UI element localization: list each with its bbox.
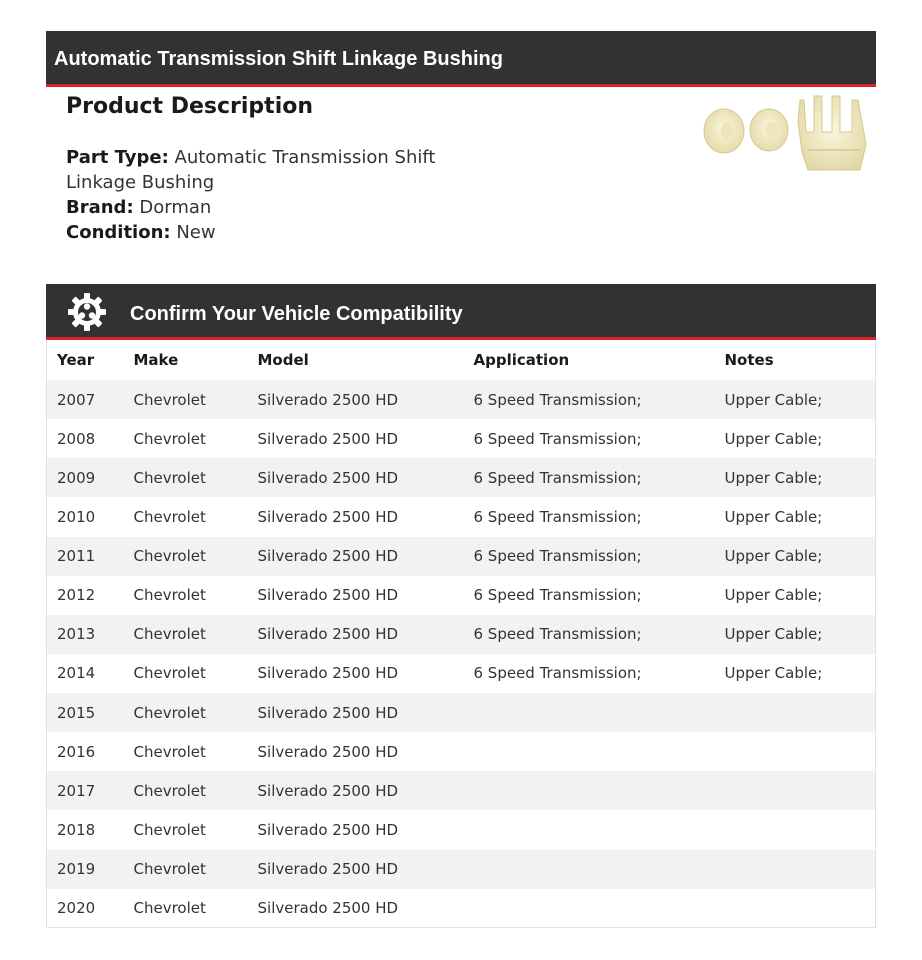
cell-year: 2018 (47, 810, 124, 849)
cell-notes (715, 771, 876, 810)
cell-make: Chevrolet (124, 497, 248, 536)
column-header-notes: Notes (715, 340, 876, 380)
product-title: Automatic Transmission Shift Linkage Bushing (54, 48, 503, 70)
table-row (47, 419, 876, 458)
cell-application (464, 850, 715, 889)
cell-make: Chevrolet (124, 693, 248, 732)
cell-make: Chevrolet (124, 537, 248, 576)
cell-notes (715, 850, 876, 889)
cell-make: Chevrolet (124, 380, 248, 419)
cell-year: 2017 (47, 771, 124, 810)
cell-model: Silverado 2500 HD (248, 732, 464, 771)
compatibility-table-body (47, 380, 876, 928)
table-row (47, 497, 876, 536)
cell-model: Silverado 2500 HD (248, 654, 464, 693)
condition-label: Condition: (66, 222, 171, 243)
cell-notes: Upper Cable; (715, 497, 876, 536)
table-row (47, 889, 876, 928)
table-row (47, 850, 876, 889)
column-header-year: Year (47, 340, 124, 380)
cell-model: Silverado 2500 HD (248, 693, 464, 732)
cell-notes: Upper Cable; (715, 576, 876, 615)
product-title-bar (46, 31, 876, 87)
table-row (47, 732, 876, 771)
table-row (47, 458, 876, 497)
column-header-model: Model (248, 340, 464, 380)
cell-model: Silverado 2500 HD (248, 419, 464, 458)
cell-notes (715, 693, 876, 732)
cell-make: Chevrolet (124, 615, 248, 654)
cell-make: Chevrolet (124, 732, 248, 771)
cell-notes: Upper Cable; (715, 615, 876, 654)
cell-application (464, 732, 715, 771)
brand-label: Brand: (66, 197, 134, 218)
product-image (700, 92, 870, 174)
cell-make: Chevrolet (124, 810, 248, 849)
cell-application: 6 Speed Transmission; (464, 576, 715, 615)
cell-make: Chevrolet (124, 889, 248, 928)
cell-make: Chevrolet (124, 850, 248, 889)
product-description (66, 145, 446, 245)
cell-make: Chevrolet (124, 576, 248, 615)
table-row (47, 810, 876, 849)
cell-model: Silverado 2500 HD (248, 771, 464, 810)
cell-make: Chevrolet (124, 771, 248, 810)
gear-car-icon (67, 292, 107, 332)
cell-application (464, 810, 715, 849)
cell-make: Chevrolet (124, 654, 248, 693)
table-header-row (47, 340, 876, 380)
cell-application (464, 771, 715, 810)
cell-model: Silverado 2500 HD (248, 889, 464, 928)
cell-notes (715, 889, 876, 928)
cell-application: 6 Speed Transmission; (464, 537, 715, 576)
cell-notes: Upper Cable; (715, 419, 876, 458)
table-row (47, 615, 876, 654)
cell-year: 2007 (47, 380, 124, 419)
cell-application: 6 Speed Transmission; (464, 654, 715, 693)
cell-year: 2015 (47, 693, 124, 732)
compatibility-table (46, 340, 876, 928)
cell-model: Silverado 2500 HD (248, 497, 464, 536)
cell-application (464, 693, 715, 732)
brand-value: Dorman (139, 197, 212, 218)
cell-application: 6 Speed Transmission; (464, 458, 715, 497)
cell-year: 2012 (47, 576, 124, 615)
cell-notes: Upper Cable; (715, 458, 876, 497)
table-row (47, 693, 876, 732)
table-row (47, 771, 876, 810)
cell-model: Silverado 2500 HD (248, 458, 464, 497)
cell-model: Silverado 2500 HD (248, 380, 464, 419)
cell-notes: Upper Cable; (715, 654, 876, 693)
cell-application: 6 Speed Transmission; (464, 615, 715, 654)
product-description-heading: Product Description (66, 94, 314, 119)
cell-application: 6 Speed Transmission; (464, 380, 715, 419)
cell-year: 2011 (47, 537, 124, 576)
cell-application (464, 889, 715, 928)
cell-model: Silverado 2500 HD (248, 576, 464, 615)
cell-year: 2019 (47, 850, 124, 889)
part-type-label: Part Type: (66, 147, 169, 168)
cell-make: Chevrolet (124, 458, 248, 497)
cell-year: 2020 (47, 889, 124, 928)
cell-year: 2009 (47, 458, 124, 497)
cell-notes: Upper Cable; (715, 537, 876, 576)
cell-model: Silverado 2500 HD (248, 615, 464, 654)
cell-year: 2013 (47, 615, 124, 654)
column-header-make: Make (124, 340, 248, 380)
cell-notes (715, 732, 876, 771)
compatibility-bar (46, 284, 876, 340)
cell-notes (715, 810, 876, 849)
compatibility-title: Confirm Your Vehicle Compatibility (130, 303, 463, 325)
cell-year: 2010 (47, 497, 124, 536)
condition-value: New (176, 222, 216, 243)
column-header-application: Application (464, 340, 715, 380)
table-row (47, 576, 876, 615)
cell-application: 6 Speed Transmission; (464, 419, 715, 458)
cell-model: Silverado 2500 HD (248, 537, 464, 576)
cell-year: 2014 (47, 654, 124, 693)
cell-year: 2008 (47, 419, 124, 458)
cell-model: Silverado 2500 HD (248, 810, 464, 849)
part-type-value: Automatic Transmission Shift Linkage Bushing (66, 147, 436, 193)
cell-model: Silverado 2500 HD (248, 850, 464, 889)
table-row (47, 654, 876, 693)
cell-year: 2016 (47, 732, 124, 771)
cell-application: 6 Speed Transmission; (464, 497, 715, 536)
table-row (47, 537, 876, 576)
cell-notes: Upper Cable; (715, 380, 876, 419)
table-row (47, 380, 876, 419)
cell-make: Chevrolet (124, 419, 248, 458)
